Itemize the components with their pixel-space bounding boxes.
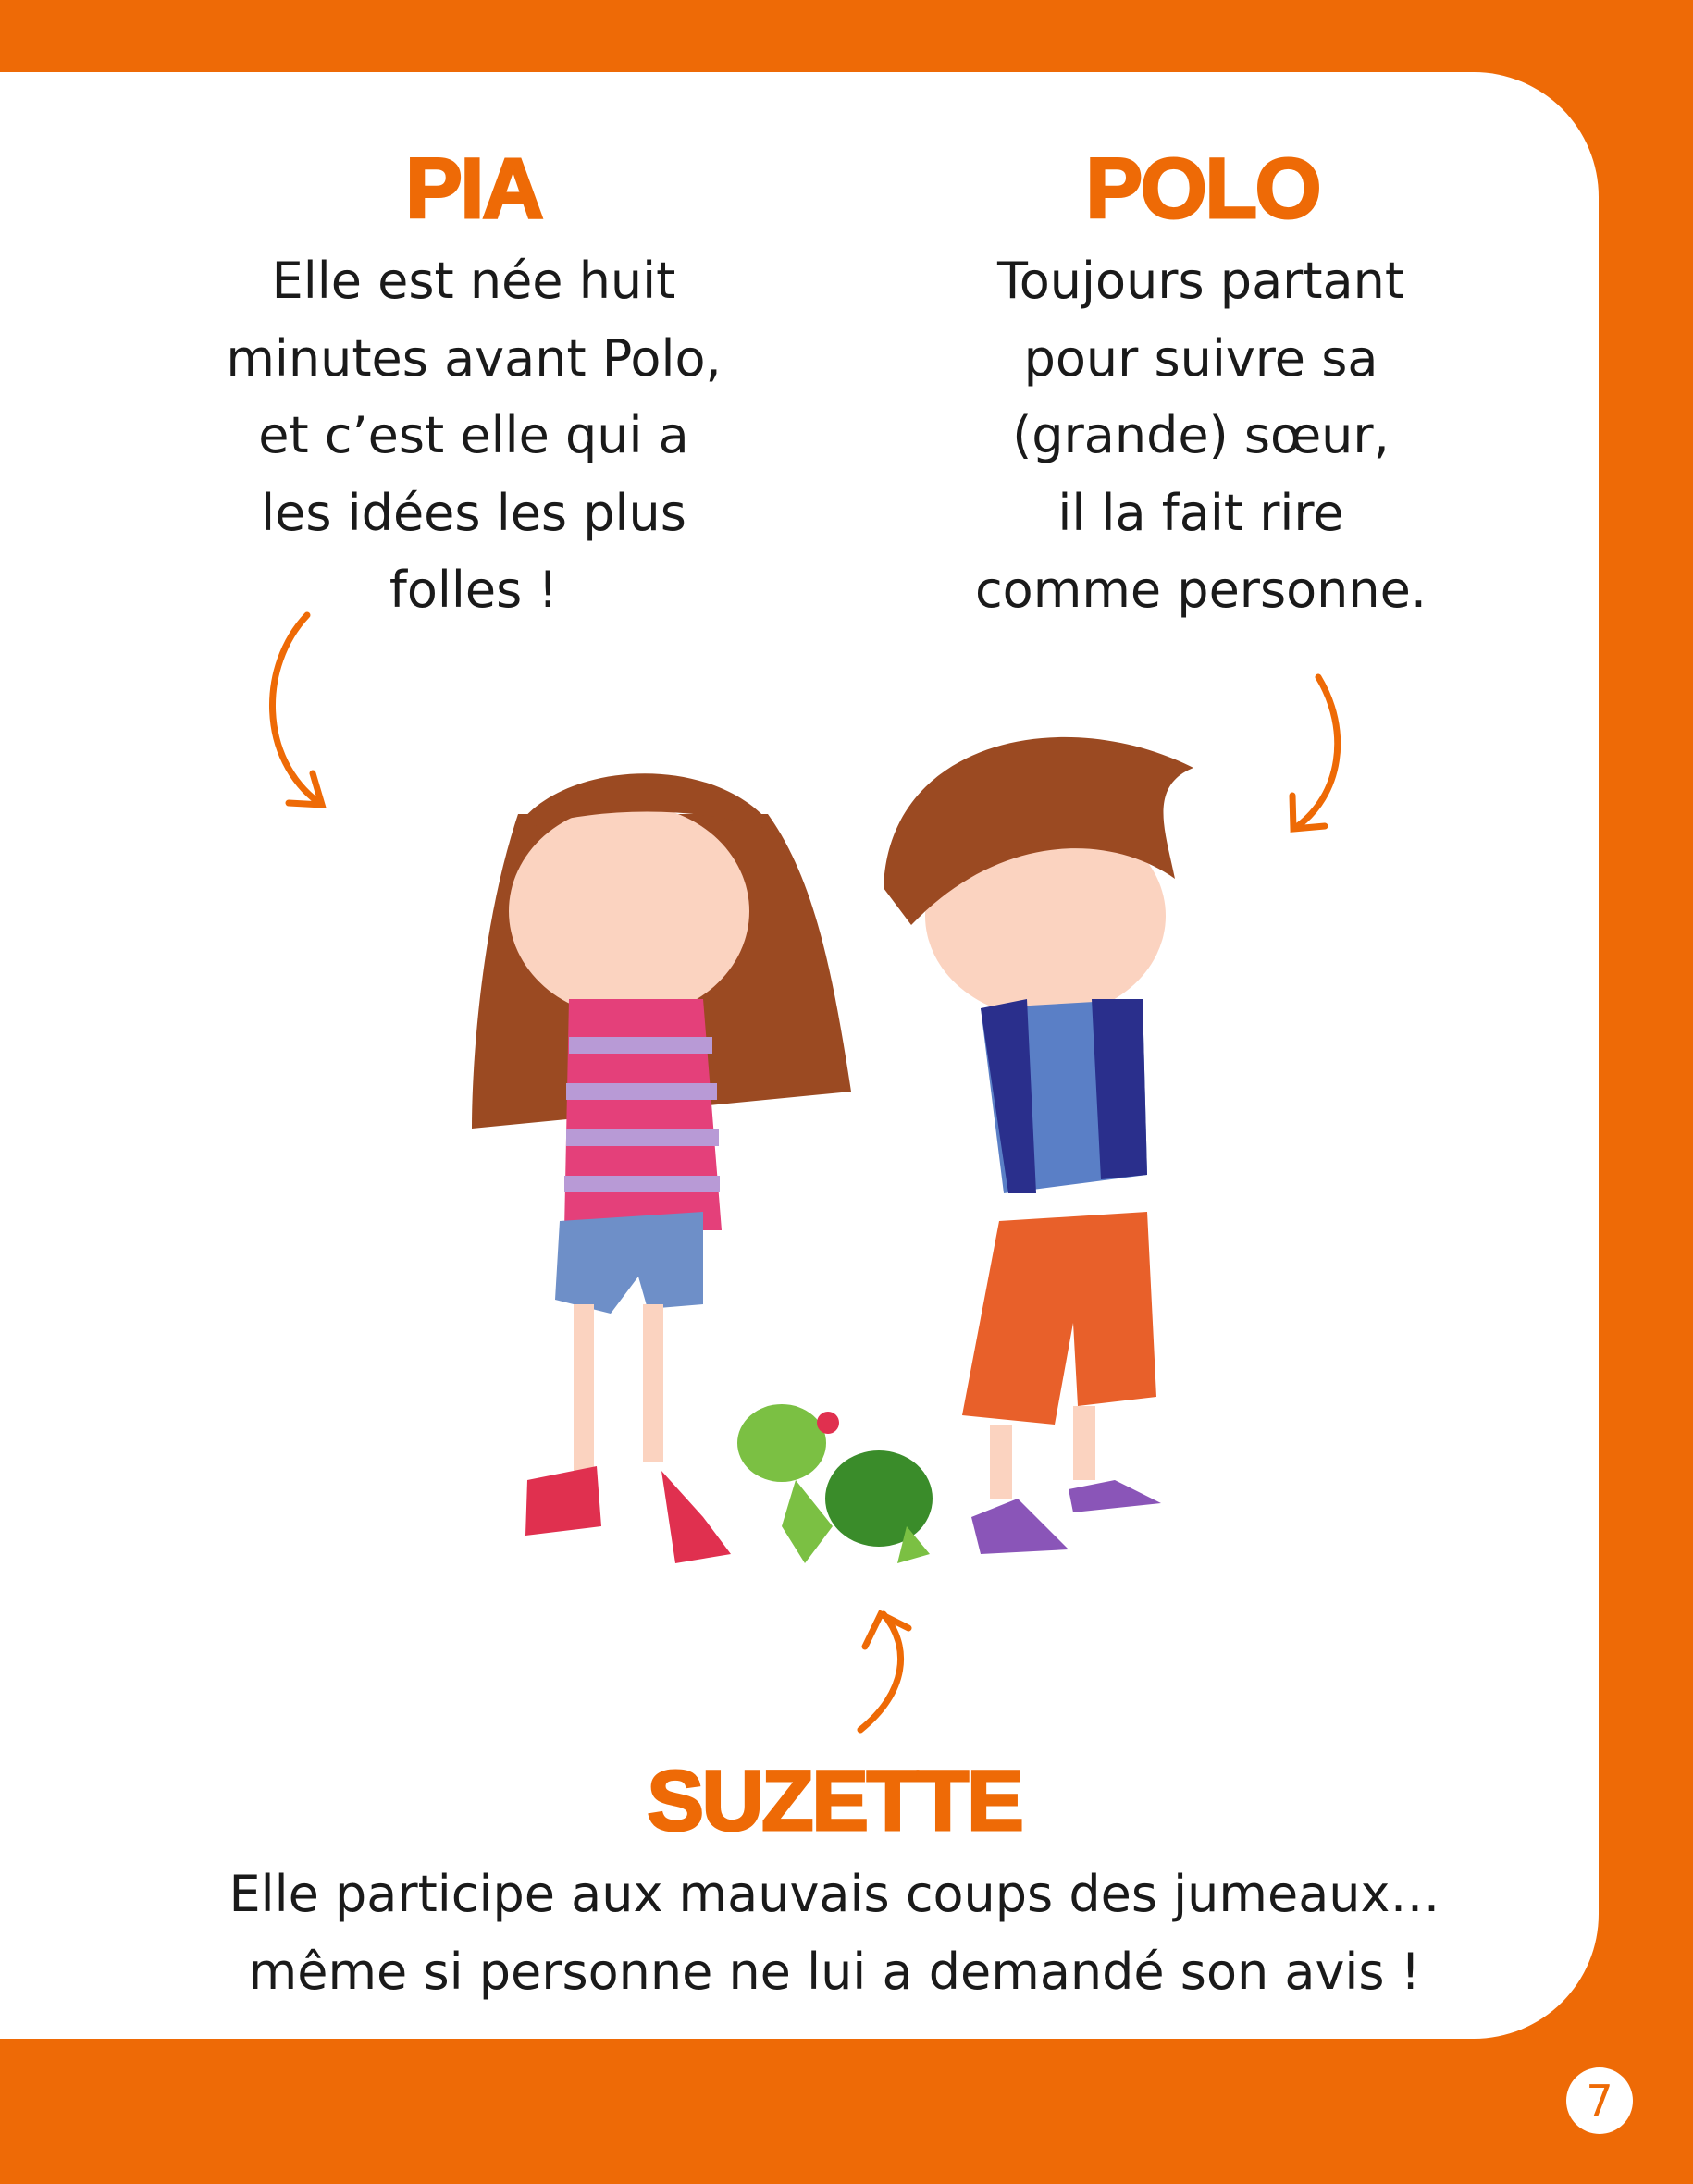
- text-line: comme personne.: [974, 561, 1427, 620]
- page-number: 7: [1566, 2067, 1633, 2134]
- text-line: même si personne ne lui a demandé son avis !: [248, 1942, 1421, 2001]
- polo-figure: [884, 737, 1193, 1554]
- text-line: Elle participe aux mauvais coups des jumeaux…: [229, 1865, 1440, 1923]
- pia-description: [226, 242, 721, 629]
- text-line: et c’est elle qui a: [258, 406, 689, 465]
- text-line: Toujours partant: [996, 252, 1405, 310]
- arrow-to-polo: [1292, 677, 1338, 829]
- text-line: pour suivre sa: [1023, 328, 1378, 388]
- text-line: folles !: [389, 561, 559, 620]
- text-line: minutes avant Polo,: [226, 328, 722, 388]
- polo-description: [975, 242, 1427, 629]
- pia-title: PIA: [405, 142, 542, 236]
- polo-title: POLO: [1085, 142, 1320, 236]
- suzette-figure: [737, 1404, 933, 1563]
- arrow-to-suzette: [860, 1614, 908, 1730]
- text-line: il la fait rire: [1057, 483, 1344, 542]
- suzette-title: SUZETTE: [647, 1754, 1022, 1848]
- suzette-description: [229, 1856, 1440, 2010]
- text-line: les idées les plus: [261, 483, 686, 542]
- text-line: Elle est née huit: [271, 252, 676, 310]
- text-line: (grande) sœur,: [1012, 406, 1390, 465]
- arrow-to-pia: [272, 615, 322, 805]
